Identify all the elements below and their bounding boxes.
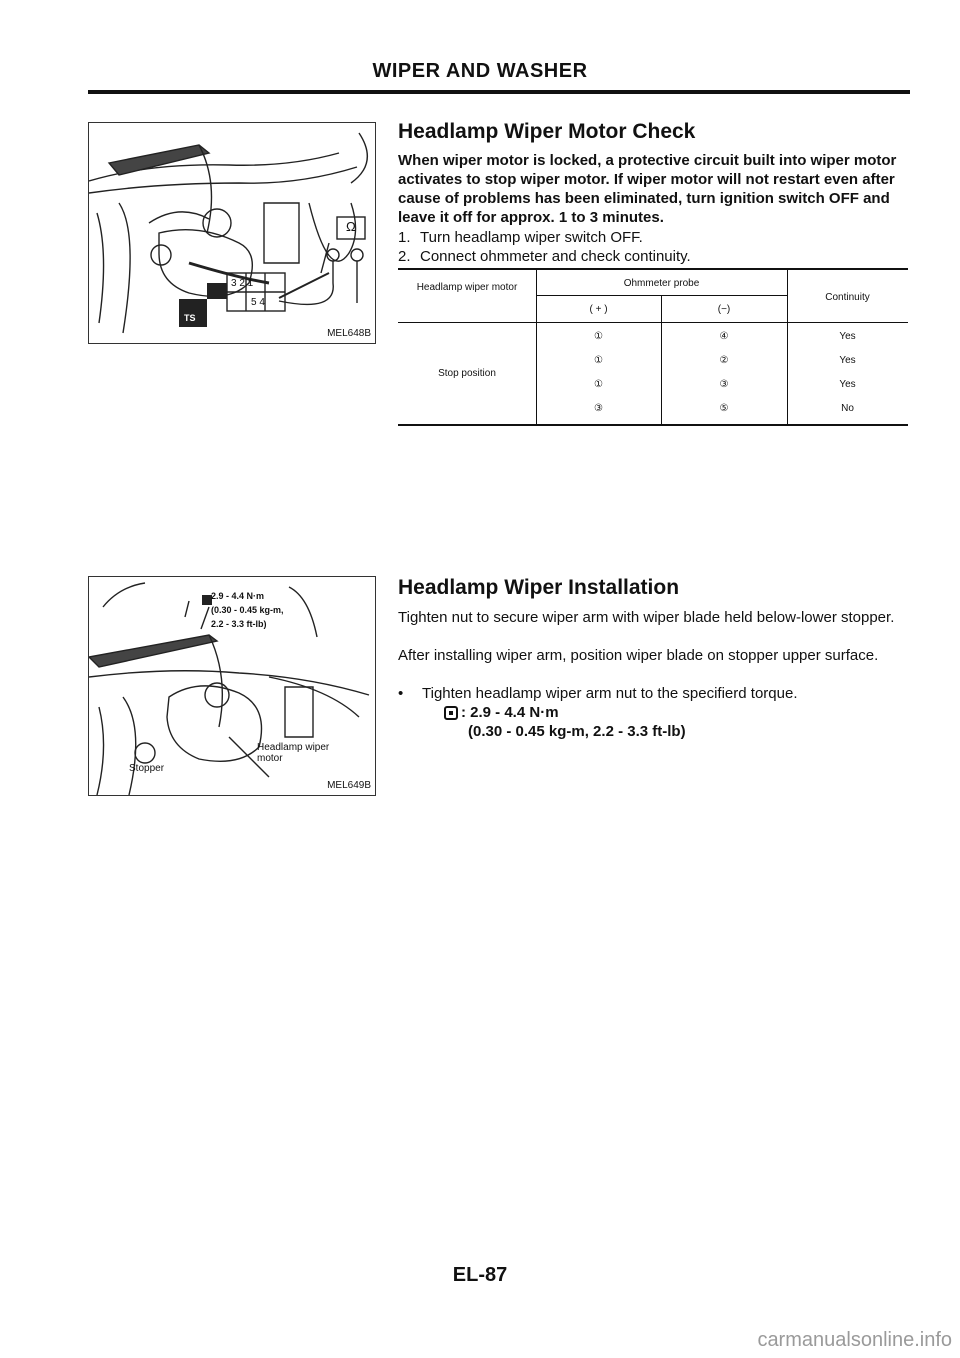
installation-torque-line1 xyxy=(444,703,559,722)
ohmmeter-symbol: Ω xyxy=(346,219,356,234)
motor-check-intro: When wiper motor is locked, a protective circuit built into wiper motor activates to stop wiper motor. If wiper motor will not restart even after cause of problems has been eliminated, turn ignition switch OFF and leave it off for approx. 1 to 3 minutes. xyxy=(398,152,897,226)
fig2-torque-line3: 2.2 - 3.3 ft-lb) xyxy=(211,619,267,629)
table-header-rule xyxy=(398,322,908,323)
figure-id: MEL648B xyxy=(327,328,371,339)
step-1-text: Turn headlamp wiper switch OFF. xyxy=(420,229,643,246)
installation-para-1: Tighten nut to secure wiper arm with wiper blade held below-lower stopper. xyxy=(398,609,895,626)
cell-r4-minus: ⑤ xyxy=(719,403,729,414)
bullet-dot: • xyxy=(398,685,404,702)
installation-bullet xyxy=(398,684,910,703)
cell-r3-continuity: Yes xyxy=(839,379,856,390)
fig2-torque-line1: 2.9 - 4.4 N·m xyxy=(211,591,265,601)
header-rule xyxy=(88,90,910,94)
torque-value-1: : 2.9 - 4.4 N·m xyxy=(461,704,559,721)
page-header-title: WIPER AND WASHER xyxy=(372,60,588,82)
step-2-number: 2. xyxy=(398,248,411,265)
torque-wrench-icon xyxy=(444,706,458,720)
bullet-text: Tighten headlamp wiper arm nut to the specifierd torque. xyxy=(422,685,798,702)
header-probe-minus: (−) xyxy=(717,304,731,315)
cell-r2-continuity: Yes xyxy=(839,355,856,366)
cell-r3-plus: ① xyxy=(594,379,603,390)
installation-torque-line2: (0.30 - 0.45 kg-m, 2.2 - 3.3 ft-lb) xyxy=(468,723,686,740)
step-2-text: Connect ohmmeter and check continuity. xyxy=(420,248,691,265)
fig2-label-motor: Headlamp wiper motor xyxy=(257,742,330,764)
fig2-torque-line2: (0.30 - 0.45 kg-m, xyxy=(211,605,284,615)
cell-r2-minus: ② xyxy=(719,355,729,366)
connector-pins-bottom: 5 4 xyxy=(251,297,265,308)
row-stop-position: Stop position xyxy=(438,368,496,379)
section-title-installation: Headlamp Wiper Installation xyxy=(398,576,680,599)
table-subheader-rule xyxy=(536,295,788,296)
step-1-number: 1. xyxy=(398,229,411,246)
connector-pins-top: 3 2 1 xyxy=(231,278,254,289)
fig2-label-stopper: Stopper xyxy=(129,763,165,774)
step-1 xyxy=(398,228,910,247)
figure-wiper-installation xyxy=(88,576,376,796)
header-probe-plus: ( + ) xyxy=(589,304,608,315)
cell-r4-plus: ③ xyxy=(594,403,603,414)
figure-wiper-motor-check xyxy=(88,122,376,344)
page-number: EL-87 xyxy=(452,1264,508,1286)
table-bottom-rule xyxy=(398,424,908,426)
cell-r1-continuity: Yes xyxy=(839,331,856,342)
cell-r4-continuity: No xyxy=(841,403,854,414)
cell-r2-plus: ① xyxy=(594,355,603,366)
cell-r1-minus: ④ xyxy=(719,331,729,342)
continuity-table xyxy=(398,268,908,428)
installation-para-2: After installing wiper arm, position wiper blade on stopper upper surface. xyxy=(398,647,879,664)
header-motor: Headlamp wiper motor xyxy=(416,282,518,293)
table-vrule-1 xyxy=(536,268,537,424)
section-title-motor-check: Headlamp Wiper Motor Check xyxy=(398,120,696,143)
ts-badge: TS xyxy=(184,313,196,323)
watermark: carmanualsonline.info xyxy=(757,1329,952,1351)
header-ohmmeter-probe: Ohmmeter probe xyxy=(623,278,700,289)
table-top-rule xyxy=(398,268,908,270)
wiper-motor-illustration xyxy=(89,123,375,343)
header-continuity: Continuity xyxy=(825,292,870,303)
step-2 xyxy=(398,247,910,266)
cell-r1-plus: ① xyxy=(594,331,603,342)
figure-id: MEL649B xyxy=(327,780,371,791)
cell-r3-minus: ③ xyxy=(719,379,729,390)
